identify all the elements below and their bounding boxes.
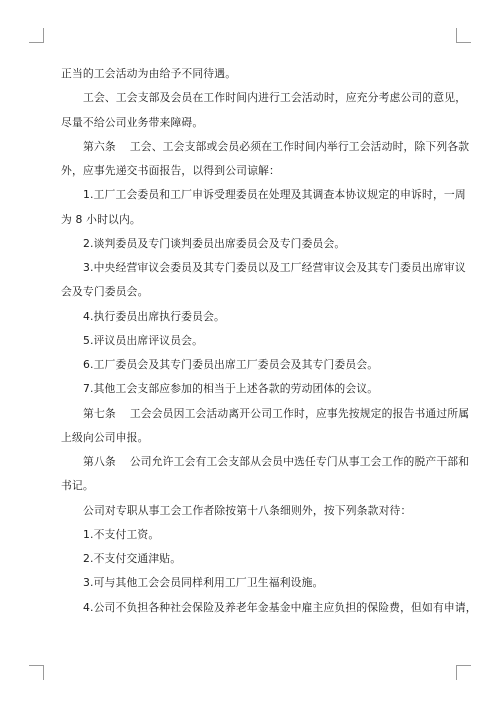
crop-mark-bottom-right (456, 665, 471, 680)
article-number: 第八条 (83, 455, 116, 468)
list-item: 4.执行委员出席执行委员会。 (83, 309, 225, 323)
text-line: 工会、工会支部及会员在工作时间内进行工会活动时，应充分考虑公司的意见， (83, 91, 467, 105)
text-line: 外，应事先递交书面报告，以得到公司谅解： (61, 164, 280, 177)
list-item: 1.工厂工会委员和工厂申诉受理委员在处理及其调查本协议规定的申诉时，一周 (83, 188, 466, 202)
article-number: 第六条 (83, 139, 116, 153)
text-line: 公司对专职从事工会工作者除按第十八条细则外，按下列条款对待： (83, 503, 412, 517)
text-line: 为 8 小时以内。 (61, 212, 141, 226)
text-line: 上级向公司申报。 (61, 430, 149, 444)
list-item: 6.工厂委员会及其专门委员出席工厂委员会及其专门委员会。 (83, 358, 379, 371)
list-item: 2.不支付交通津贴。 (83, 552, 182, 565)
text-line: 书记。 (61, 479, 94, 493)
article-text: 工会会员因工会活动离开公司工作时，应事先按规定的报告书通过所属 (129, 406, 470, 420)
article-line (61, 402, 470, 426)
list-item: 7.其他工会支部应参加的相当于上述各款的劳动团体的会议。 (83, 382, 379, 396)
text-line: 尽量不给公司业务带来障碍。 (61, 115, 204, 129)
article-text: 工会、工会支部或会员必须在工作时间内举行工会活动时，除下列各款 (129, 139, 470, 153)
crop-mark-top-right (456, 28, 471, 43)
text-line: 会及专门委员会。 (61, 285, 149, 299)
list-item: 3.中央经营审议会委员及其专门委员以及工厂经营审议会及其专门委员出席审议 (83, 261, 466, 274)
text-line: 正当的工会活动为由给予不同待遇。 (61, 67, 237, 80)
crop-mark-top-left (29, 28, 44, 43)
list-item: 2.谈判委员及专门谈判委员出席委员会及专门委员会。 (83, 236, 346, 250)
list-item: 4.公司不负担各种社会保险及养老年金基金中雇主应负担的保险费，但如有申请， (83, 600, 477, 614)
crop-mark-bottom-left (29, 665, 44, 680)
article-line (61, 135, 470, 159)
article-text: 公司允许工会有工会支部从会员中选任专门从事工会工作的脱产干部和 (129, 455, 470, 468)
article-line (61, 450, 470, 474)
article-number: 第七条 (83, 406, 116, 420)
list-item: 5.评议员出席评议员会。 (83, 333, 204, 347)
list-item: 1.不支付工资。 (83, 527, 160, 541)
document-body (61, 62, 477, 620)
list-item: 3.可与其他工会会员同样利用工厂卫生福利设施。 (83, 576, 324, 590)
